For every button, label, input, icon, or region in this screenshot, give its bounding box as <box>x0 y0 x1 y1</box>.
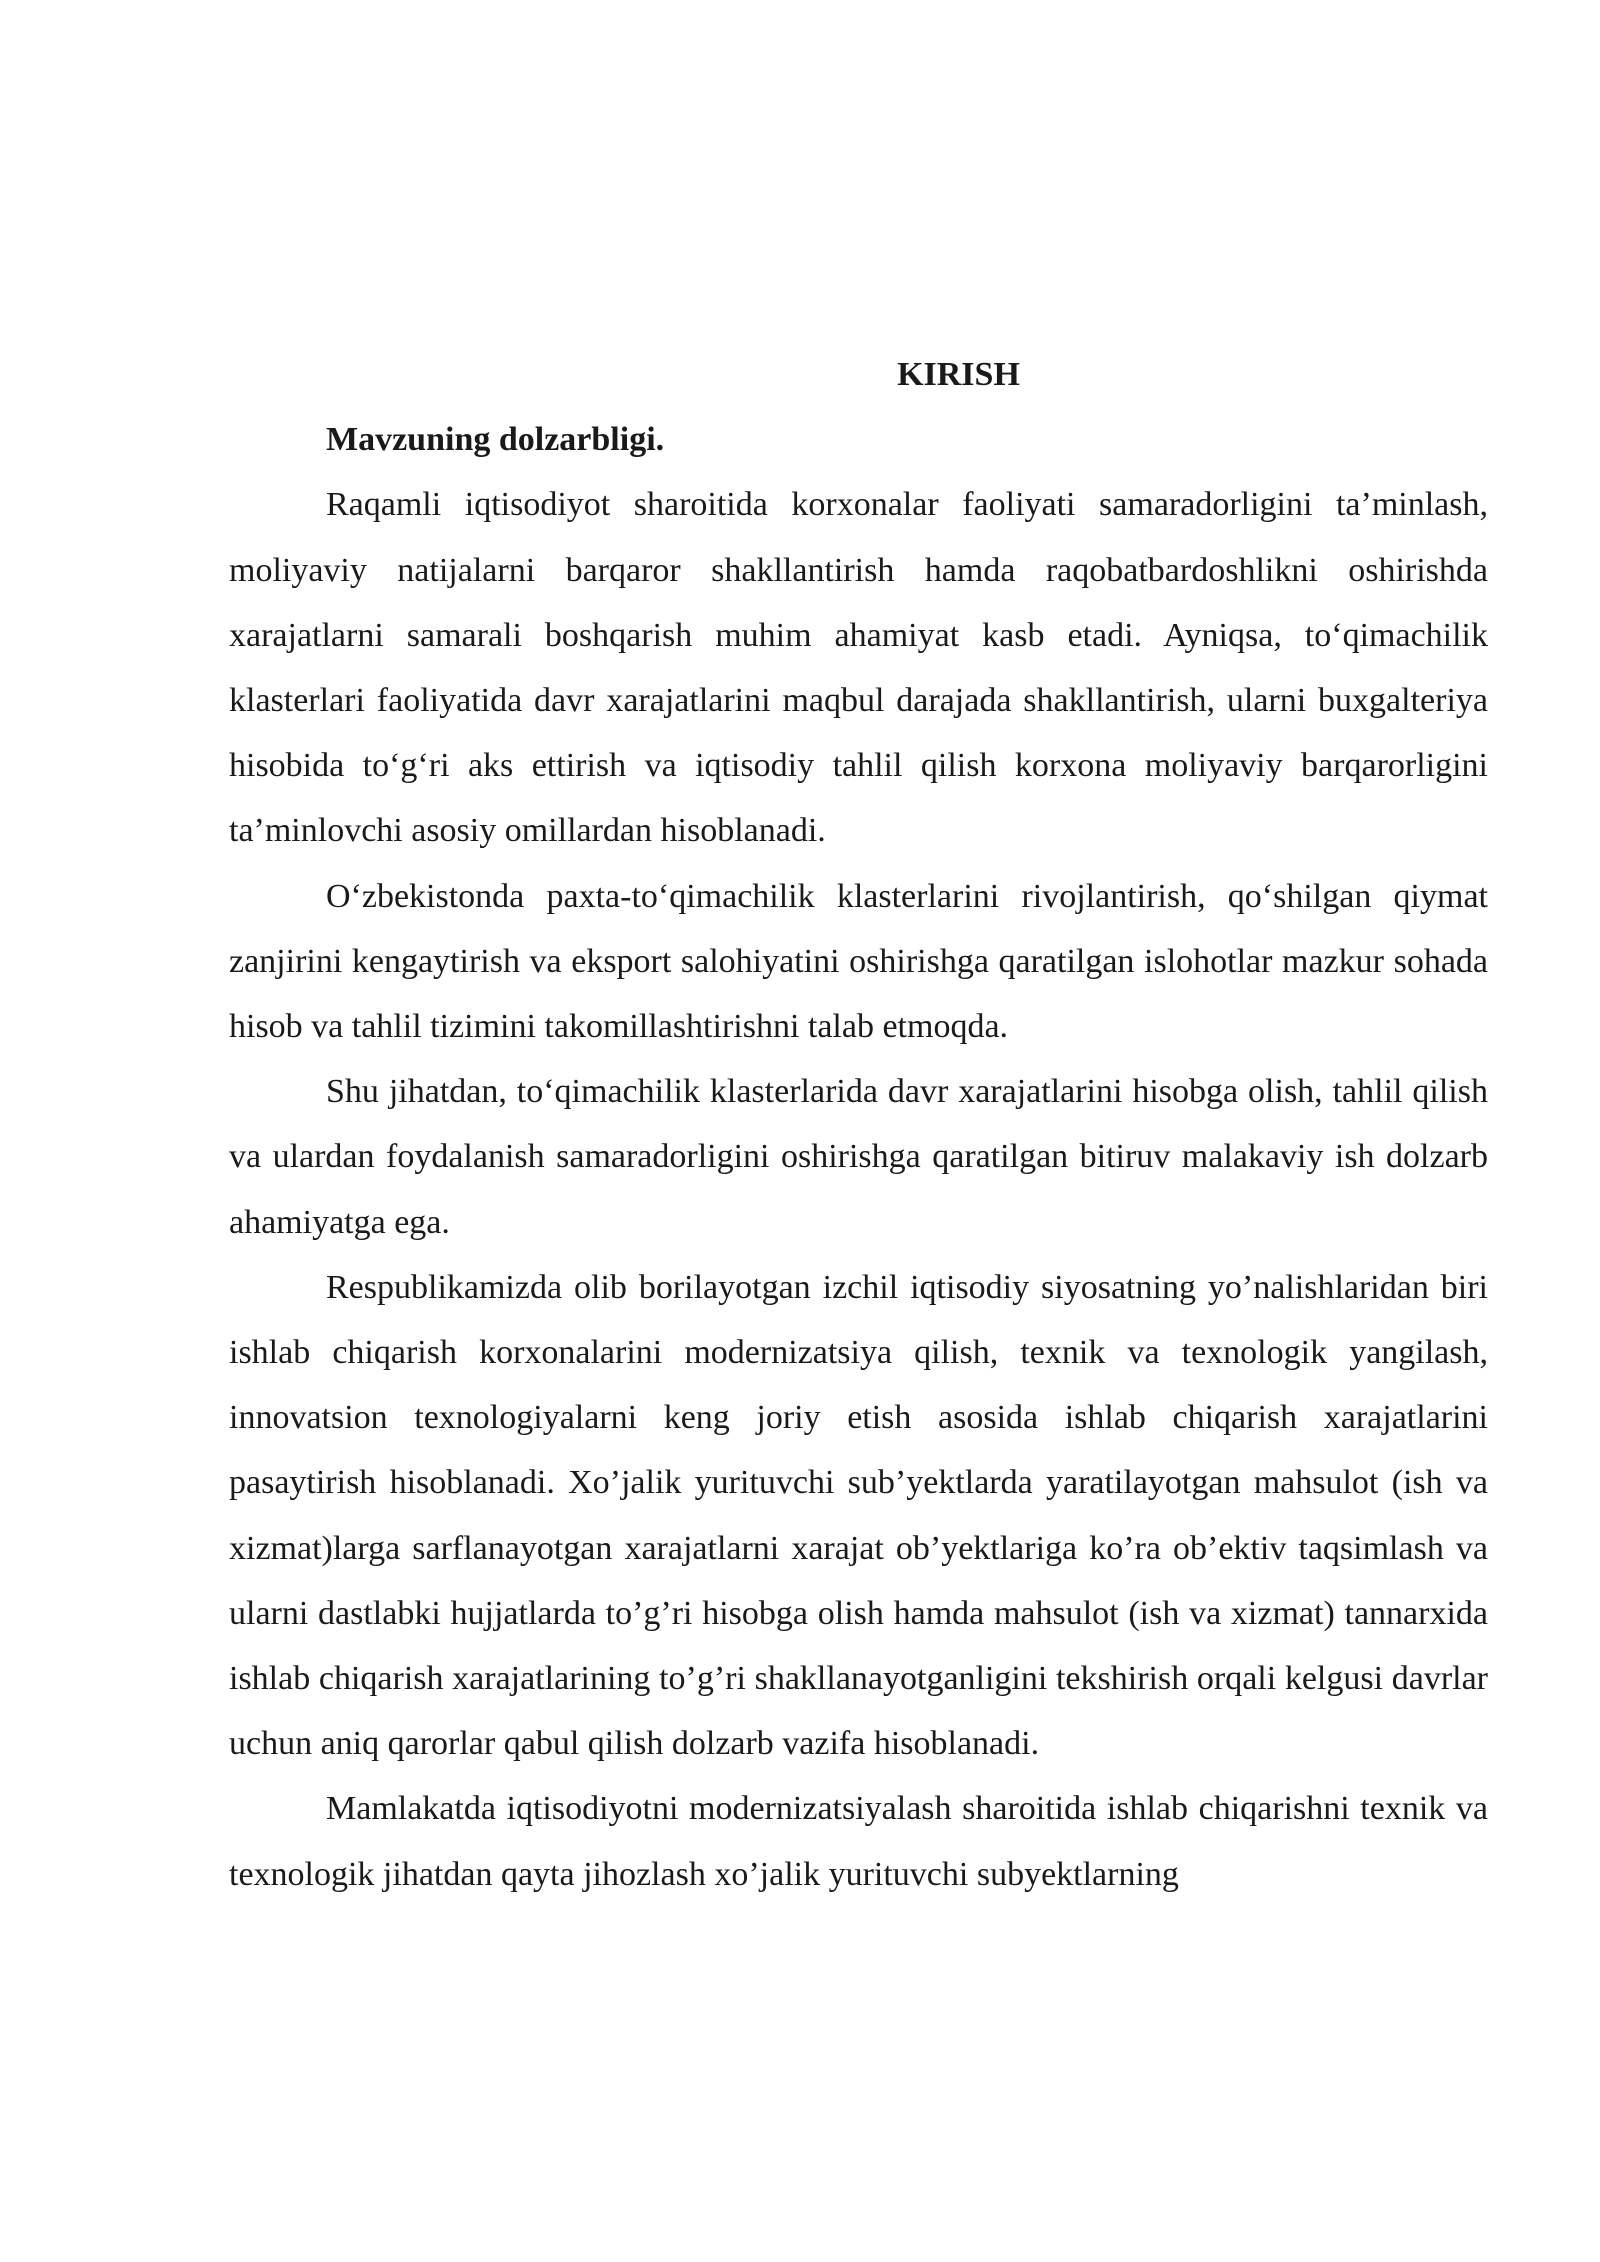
paragraph-1: Raqamli iqtisodiyot sharoitida korxonalar faoliyati samaradorligini ta’minlash, moliyaviy natijalarni barqaror shakllantirish hamda raqobatbardoshlikni oshirishda xarajatlarni samarali boshqarish muhim ahamiyat kasb etadi. Ayniqsa, to‘qimachilik klasterlari faoliyatida davr xarajatlarini maqbul darajada shakllantirish, ularni buxgalteriya hisobida to‘g‘ri aks ettirish va iqtisodiy tahlil qilish korxona moliyaviy barqarorligini ta’minlovchi asosiy omillardan hisoblanadi. <box>229 486 1488 850</box>
paragraph-4: Respublikamizda olib borilayotgan izchil iqtisodiy siyosatning yo’nalishlaridan biri ishlab chiqarish korxonalarini modernizatsiya qilish, texnik va texnologik yangilash, innovatsion texnologiyalarni keng joriy etish asosida ishlab chiqarish xarajatlarini pasaytirish hisoblanadi. Xo’jalik yurituvchi sub’yektlarda yaratilayotgan mahsulot (ish va xizmat)larga sarflanayotgan xarajatlarni xarajat ob’yektlariga ko’ra ob’ektiv taqsimlash va ularni dastlabki hujjatlarda to’g’ri hisobga olish hamda mahsulot (ish va xizmat) tannarxida ishlab chiqarish xarajatlarining to’g’ri shakllanayotganligini tekshirish orqali kelgusi davrlar uchun aniq qarorlar qabul qilish dolzarb vazifa hisoblanadi. <box>229 1268 1488 1763</box>
page-title: KIRISH <box>897 356 1020 393</box>
section-subtitle: Mavzuning dolzarbligi. <box>326 421 665 459</box>
document-body <box>229 342 1488 1907</box>
paragraph-5: Mamlakatda iqtisodiyotni modernizatsiyalash sharoitida ishlab chiqarishni texnik va texnologik jihatdan qayta jihozlash xo’jalik yurituvchi subyektlarning <box>229 1790 1488 1893</box>
paragraph-2: O‘zbekistonda paxta-to‘qimachilik klasterlarini rivojlantirish, qo‘shilgan qiymat zanjirini kengaytirish va eksport salohiyatini oshirishga qaratilgan islohotlar mazkur sohada hisob va tahlil tizimini takomillashtirishni talab etmoqda. <box>229 877 1488 1046</box>
paragraph-3: Shu jihatdan, to‘qimachilik klasterlarida davr xarajatlarini hisobga olish, tahlil qilish va ulardan foydalanish samaradorligini oshirishga qaratilgan bitiruv malakaviy ish dolzarb ahamiyatga ega. <box>229 1073 1488 1241</box>
